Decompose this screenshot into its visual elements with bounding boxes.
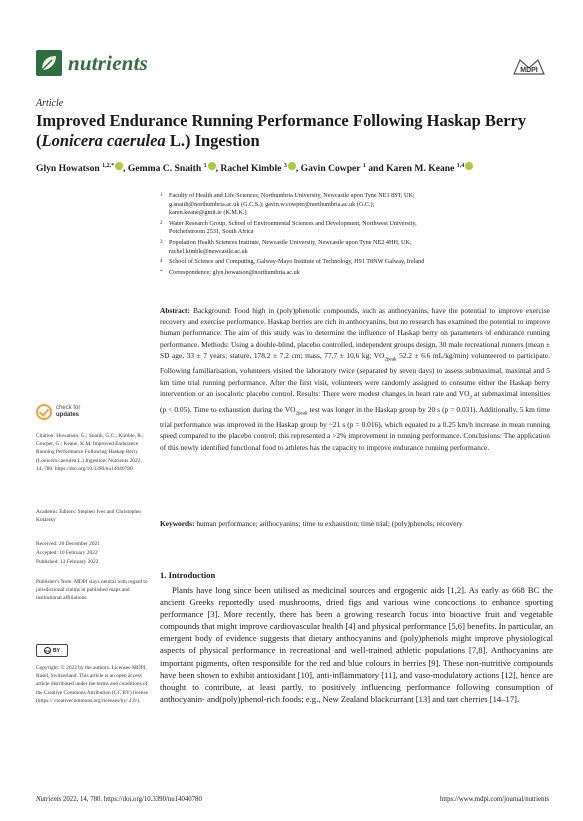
- orcid-icon[interactable]: [208, 162, 216, 170]
- affiliation-line: [160, 201, 550, 210]
- affiliation-number: 2: [160, 220, 163, 226]
- affiliation-number: [160, 248, 169, 257]
- affiliation-text: g.snaith@northumbria.ac.uk (G.C.S.); gavin.w.cowper@northumbria.ac.uk (G.C.);: [169, 200, 375, 208]
- affiliation-number: [160, 228, 169, 237]
- journal-name[interactable]: nutrients: [68, 51, 149, 75]
- abstract: [160, 305, 550, 453]
- check-updates-icon: [36, 404, 52, 420]
- affiliation-line: [160, 269, 550, 278]
- published-date: Published: 13 February 2022: [36, 559, 99, 565]
- affiliation-number: 1: [160, 193, 163, 198]
- affiliation-line: [160, 192, 550, 201]
- affiliation-text: Population Health Sciences Institute, Newcastle University, Newcastle upon Tyne NE2 4HH, UK;: [169, 238, 412, 246]
- received-date: Received: 20 December 2021: [36, 541, 100, 547]
- author-name[interactable]: Karen M. Keane: [386, 163, 457, 174]
- svg-text:MDPI: MDPI: [520, 67, 538, 74]
- copyright-note: Copyright: © 2022 by the authors. Licensee MDPI, Basel, Switzerland. This article is an open access article distributed under the terms and conditions of the Creative Commons Attribution (CC BY) license (https:// creativecommons.org/licenses/by/ 4.0/).: [36, 665, 148, 704]
- affiliation-number: 4: [160, 259, 163, 265]
- orcid-icon[interactable]: [288, 162, 296, 170]
- affiliations: [160, 192, 550, 279]
- affiliation-line: [160, 209, 550, 218]
- affiliation-line: [160, 258, 550, 267]
- author-affiliation-marker: 1: [203, 162, 207, 169]
- orcid-icon[interactable]: [465, 162, 473, 170]
- author-affiliation-marker: 1,2,*: [102, 162, 115, 169]
- academic-editors: Academic Editors: Stephen Ives and Christopher Kotarsky: [36, 509, 142, 524]
- footer-doi[interactable]: 2022, 14, 780. https://doi.org/10.3390/nu14040780: [61, 796, 202, 803]
- author-name[interactable]: Gavin Cowper: [300, 163, 363, 174]
- affiliation-number: 3: [160, 239, 163, 245]
- journal-logo-icon: [36, 50, 62, 76]
- affiliation-line: [160, 228, 550, 237]
- article-type: Article: [36, 98, 64, 109]
- affiliation-text: Water Research Group, School of Environmental Sciences and Development, Northwest University,: [169, 219, 417, 227]
- introduction-paragraph: Plants have long since been utilised as medicinal sources and ergogenic aids [1,2]. As early as 668 BC the ancient Greeks reportedly used mushrooms, dried figs and various wine concoctions to enhance sporting performance [3]. More recently, there has been a growing research focus into bioactive fruit and vegetable compounds that might improve cardiovascular health [4] and physical performance [5,6] benefits. In particular, an emergent body of evidence suggests that dietary anthocyanins and (poly)phenols might improve physiological aspects of physical performance in recreational and well-trained athletic populations [7,8]. Anthocyanins are important pigments, often responsible for the red and blue colours in berries [9]. These non-nutritive compounds have been shown to exhibit antioxidant [10], anti-inflammatory [11], and vaso-modulatory actions [12], hence are thought to contribute, at least partly, to positively influencing performance following consumption of anthocyanin- and(poly)phenol-rich foods; e.g., New Zealand blackcurrant [13] and tart cherries [14–17].: [160, 585, 553, 704]
- cc-icon: cc: [45, 648, 50, 653]
- check-label-2: updates: [56, 412, 80, 418]
- author-name[interactable]: Gemma C. Snaith: [127, 163, 204, 174]
- affiliation-number: *: [160, 269, 163, 275]
- title-part-2: L.) Ingestion: [165, 131, 260, 150]
- affiliation-line: [160, 239, 550, 248]
- title-part-1: Improved Endurance Running Performance Following Haskap Berry (: [36, 111, 527, 150]
- affiliation-text: Potchefstroom 2531, South Africa: [169, 228, 254, 236]
- publisher-note: Publisher's Note: MDPI stays neutral with regard to jurisdictional claims in published maps and institutional affiliations.: [36, 579, 148, 602]
- footer-citation: [36, 796, 202, 803]
- check-label-1: check for: [56, 405, 81, 411]
- author-name[interactable]: Rachel Kimble: [220, 163, 284, 174]
- keywords-text: human performance; anthocyanins; time to exhaustion; time trial; (poly)phenols; recovery: [196, 519, 463, 528]
- affiliation-text: rachel.kimble@newcastle.ac.uk: [169, 247, 248, 255]
- affiliation-number: [160, 209, 169, 218]
- affiliation-text: karen.keane@gmit.ie (K.M.K.): [169, 209, 247, 217]
- cc-by-license-badge[interactable]: [36, 644, 68, 657]
- author-affiliation-marker: 1,4: [456, 162, 465, 169]
- orcid-icon[interactable]: [115, 162, 123, 170]
- affiliation-text: Faculty of Health and Life Sciences, Northumbria University, Newcastle upon Tyne NE1 8ST, UK;: [169, 192, 415, 199]
- affiliation-line: [160, 248, 550, 257]
- footer-journal: Nutrients: [36, 796, 62, 803]
- check-for-updates-button[interactable]: [36, 404, 80, 420]
- mdpi-logo-icon: [512, 56, 546, 76]
- footer-journal-url[interactable]: https://www.mdpi.com/journal/nutrients: [439, 796, 549, 803]
- affiliation-line: [160, 220, 550, 229]
- abstract-label: Abstract:: [160, 306, 190, 315]
- affiliation-number: [160, 201, 169, 210]
- section-heading-introduction: 1. Introduction: [160, 570, 216, 580]
- author-list: Glyn Howatson $^{1,2,*}$ , Gemma C. Snaith $^1$ , Rachel Kimble $^3$ , Gavin Cowper $^1$ and Karen M. Keane $^{1,4}$: [36, 162, 556, 174]
- keywords: [160, 519, 550, 529]
- abstract-text: Background: Food high in (poly)phenolic compounds, such as anthocyanins, have the potential to improve exercise recovery and exercise performance. Haskap berries are rich in anthocyanins, but no research has examined the potential to improve human performance. The aim of this study was to determine the influence of Haskap berry on parameters of endurance running performance. Methods: Using a double-blind, placebo controlled, independent groups design, 30 male recreational runners (mean ± SD age, 33 ± 7 years; stature, 178.2 ± 7.2 cm; mass, 77.7 ± 10.6 kg; $VO_{2peak}$ 52.2 ± 6.6 mL/kg/min) volunteered to participate. Following familiarisation, volunteers visited the laboratory twice (separated by seven days) to assess submaximal, maximal and 5 km time trial running performance. After the first visit, volunteers were randomly assigned to consume either the Haskap berry intervention or an isocaloric placebo control. Results: There were modest changes in heart rate and $VO_2$ at submaximal intensities (p < 0.05). Time to exhaustion during the $VO_{2peak}$ test was longer in the Haskap group by 20 s (p = 0.031). Additionally, 5 km time trial performance was improved in the Haskap group by ~21 s (p = 0.016), which equated to a 0.25 km/h increase in mean running speed compared to the placebo control; this represented a >2% improvement in running performance. Conclusions: The application of this newly identified functional food to athletes has the capacity to improve endurance running performance.: [160, 306, 550, 452]
- cc-by-label: BY: [53, 647, 60, 654]
- author-name[interactable]: Glyn Howatson: [36, 163, 103, 174]
- accepted-date: Accepted: 10 February 2022: [36, 550, 98, 556]
- keywords-label: Keywords:: [160, 519, 195, 528]
- citation-note: Citation: Howatson, G.; Snaith, G.C.; Kimble, R.; Cowper, G.; Keane, K.M. Improved Endurance Running Performance Following Haskap Berry (Lonicera caerulea L.) Ingestion. Nutrients 2022, 14, 780. https://doi.org/10.3390/nu14040780: [36, 433, 144, 472]
- affiliation-text: School of Science and Computing, Galway-Mayo Institute of Technology, H91 T8NW Galway, Ireland: [169, 258, 425, 266]
- affiliation-text: Correspondence: glyn.howatson@northumbria.ac.uk: [169, 268, 300, 276]
- author-affiliation-marker: 3: [283, 162, 287, 169]
- author-affiliation-marker: 1: [362, 162, 366, 169]
- title-species: Lonicera caerulea: [41, 131, 166, 150]
- article-title: [36, 111, 551, 151]
